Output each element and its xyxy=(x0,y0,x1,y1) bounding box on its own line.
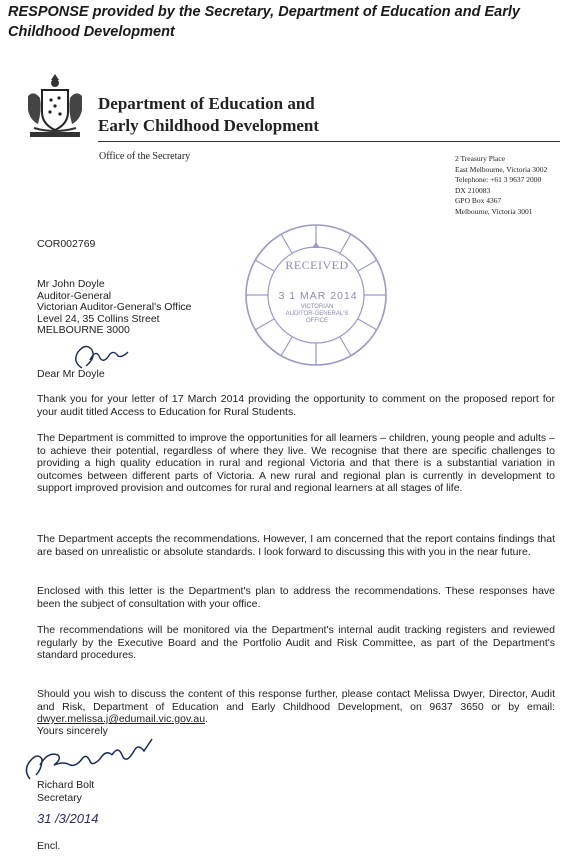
address-line: Telephone: +61 3 9637 2000 xyxy=(455,175,542,185)
office-label: Office of the Secretary xyxy=(99,151,191,162)
signatory-title: Secretary xyxy=(37,792,82,804)
sender-address xyxy=(455,154,547,218)
address-line: DX 210083 xyxy=(455,185,491,195)
closing: Yours sincerely xyxy=(37,725,108,737)
recipient-line: Mr John Doyle xyxy=(37,278,105,290)
paragraph-1: Thank you for your letter of 17 March 2014 providing the opportunity to comment on the proposed report for your audit titled Access to Education for Rural Students. xyxy=(37,393,555,418)
address-line: Melbourne, Victoria 3001 xyxy=(455,206,533,216)
stamp-office-line: OFFICE xyxy=(306,318,328,324)
address-line: East Melbourne, Victoria 3002 xyxy=(455,164,548,174)
salutation: Dear Mr Doyle xyxy=(37,368,105,380)
reference-number: COR002769 xyxy=(37,238,96,250)
signatory-name: Richard Bolt xyxy=(37,779,95,791)
stamp-office xyxy=(272,304,362,325)
paragraph-4: Enclosed with this letter is the Department's plan to address the recommendations. These responses have been the subject of consultation with your office. xyxy=(37,585,555,610)
paragraph-6-text: Should you wish to discuss the content of this response further, please contact Melissa Dwyer, Director, Audit and Risk, Department of Education and Early Childhood Development, on 9637 3650 or by email: xyxy=(37,688,555,713)
stamp-office-line: AUDITOR-GENERAL'S xyxy=(285,311,349,317)
recipient-line: Auditor-General xyxy=(37,289,112,302)
stamp-office-line: VICTORIAN xyxy=(300,304,334,310)
stamp-date: 3 1 MAR 2014 xyxy=(278,290,358,302)
address-line: GPO Box 4367 xyxy=(455,196,502,206)
recipient-line: Level 24, 35 Collins Street xyxy=(37,312,160,325)
recipient-address xyxy=(37,279,192,337)
coat-of-arms-logo xyxy=(24,70,86,140)
paragraph-2: The Department is committed to improve the opportunities for all learners – children, young people and adults – to achieve their potential, regardless of where they live. We recognise that there are specific challenges to providing a high quality education in rural and regional Victoria and that there is a substantial variation in outcomes between different parts of Victoria. A new rural and regional plan is currently in development to support improved provision and outcomes for rural and regional learners at all stages of life. xyxy=(37,432,555,494)
paragraph-5: The recommendations will be monitored via the Department's internal audit tracking registers and reviewed regularly by the Executive Board and the Portfolio Audit and Risk Committee, as part of the Department's standard procedures. xyxy=(37,624,555,661)
signed-date: 31 /3/2014 xyxy=(37,811,99,826)
recipient-line: MELBOURNE 3000 xyxy=(37,324,130,336)
page-caption: RESPONSE provided by the Secretary, Department of Education and Early Childhood Development xyxy=(8,4,520,40)
department-name-line2: Early Childhood Development xyxy=(98,116,320,135)
paragraph-6 xyxy=(37,688,555,726)
department-name-line1: Department of Education and xyxy=(98,94,315,113)
enclosure-note: Encl. xyxy=(37,840,61,852)
letterhead-rule xyxy=(98,141,560,142)
paragraph-3: The Department accepts the recommendations. However, I am concerned that the report contains findings that are based on unrealistic or absolute standards. I look forward to discussing this with you in the near future. xyxy=(37,533,555,558)
address-line: 2 Treasury Place xyxy=(455,154,505,163)
stamp-received-text: RECEIVED xyxy=(285,258,349,272)
paragraph-6-end: . xyxy=(205,713,208,725)
signature xyxy=(16,735,166,783)
contact-email-link[interactable]: dwyer.melissa.j@edumail.vic.gov.au xyxy=(37,713,206,725)
recipient-line: Victorian Auditor-General's Office xyxy=(37,301,192,313)
